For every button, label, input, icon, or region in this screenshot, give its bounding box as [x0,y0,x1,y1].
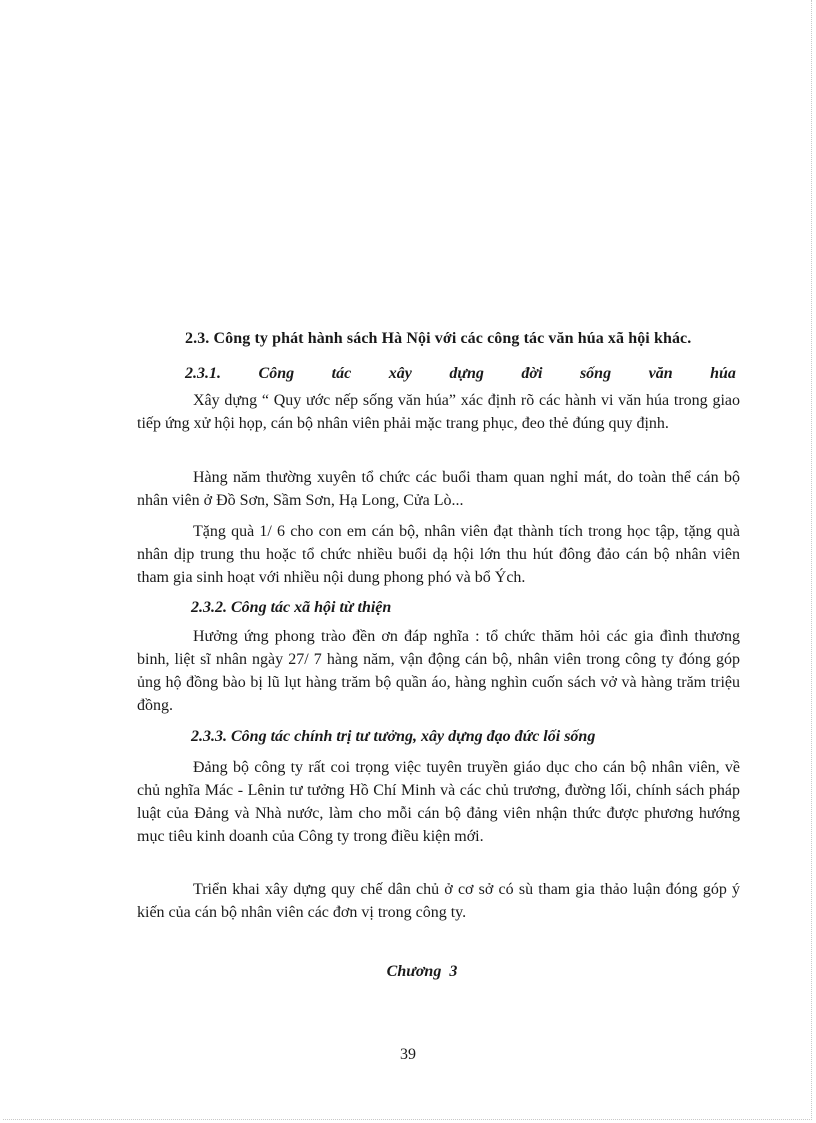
heading-word: văn [648,365,673,382]
chapter-word: Chương [386,963,442,980]
heading-word: dựng [449,365,484,382]
heading-word: xây [388,365,412,382]
heading-word: 2.3.1. [185,365,221,382]
heading-word: đời [521,365,543,382]
paragraph: Hàng năm thường xuyên tổ chức các buổi tham quan nghỉ mát, do toàn thể cán bộ nhân viên ở Đồ Sơn, Sầm Sơn, Hạ Long, Cửa Lò... [137,469,740,509]
paragraph: Triển khai xây dựng quy chế dân chủ ở cơ sở có sù tham gia thảo luận đóng góp ý kiến của cán bộ nhân viên các đơn vị trong công ty. [137,881,740,921]
heading-word: sống [579,365,612,382]
chapter-number: 3 [449,963,458,980]
subsection-heading-2-3-1 [185,365,736,383]
section-title: 2.3. Công ty phát hành sách Hà Nội với các công tác văn húa xã hội khác. [185,330,692,347]
paragraph: Hưởng ứng phong trào đền ơn đáp nghĩa : tổ chức thăm hỏi các gia đình thương binh, liệt sĩ nhân ngày 27/ 7 hàng năm, vận động cán bộ, nhân viên trong công ty đóng góp ủng hộ đồng bào bị lũ lụt hàng trăm bộ quần áo, hàng nghìn cuốn sách vở và hàng trăm triệu đồng. [137,628,740,714]
heading-word: húa [710,365,736,382]
page-number: 39 [400,1046,416,1063]
paragraph: Xây dựng “ Quy ước nếp sống văn húa” xác định rõ các hành vi văn húa trong giao tiếp ứng xử hội họp, cán bộ nhân viên phải mặc trang phục, đeo thẻ đúng quy định. [137,392,740,432]
heading-word: Công [258,365,295,382]
subsection-heading-2-3-2: 2.3.2. Công tác xã hội từ thiện [191,599,392,616]
subsection-heading-2-3-3: 2.3.3. Công tác chính trị tư tưởng, xây dựng đạo đức lối sống [191,728,596,745]
heading-word: tác [331,365,352,382]
chapter-heading [0,963,816,981]
paragraph: Đảng bộ công ty rất coi trọng việc tuyên truyền giáo dục cho cán bộ nhân viên, về chủ nghĩa Mác - Lênin tư tưởng Hồ Chí Minh và các chủ trương, đường lối, chính sách pháp luật của Đảng và Nhà nước, làm cho mỗi cán bộ đảng viên nhận thức được phương hướng mục tiêu kinh doanh của Công ty trong điều kiện mới. [137,759,740,845]
paragraph: Tặng quà 1/ 6 cho con em cán bộ, nhân viên đạt thành tích trong học tập, tặng quà nhân dịp trung thu hoặc tổ chức nhiều buổi dạ hội lớn thu hút đông đảo cán bộ nhân viên tham gia sinh hoạt với nhiều nội dung phong phó và bổ Ých. [137,523,740,586]
